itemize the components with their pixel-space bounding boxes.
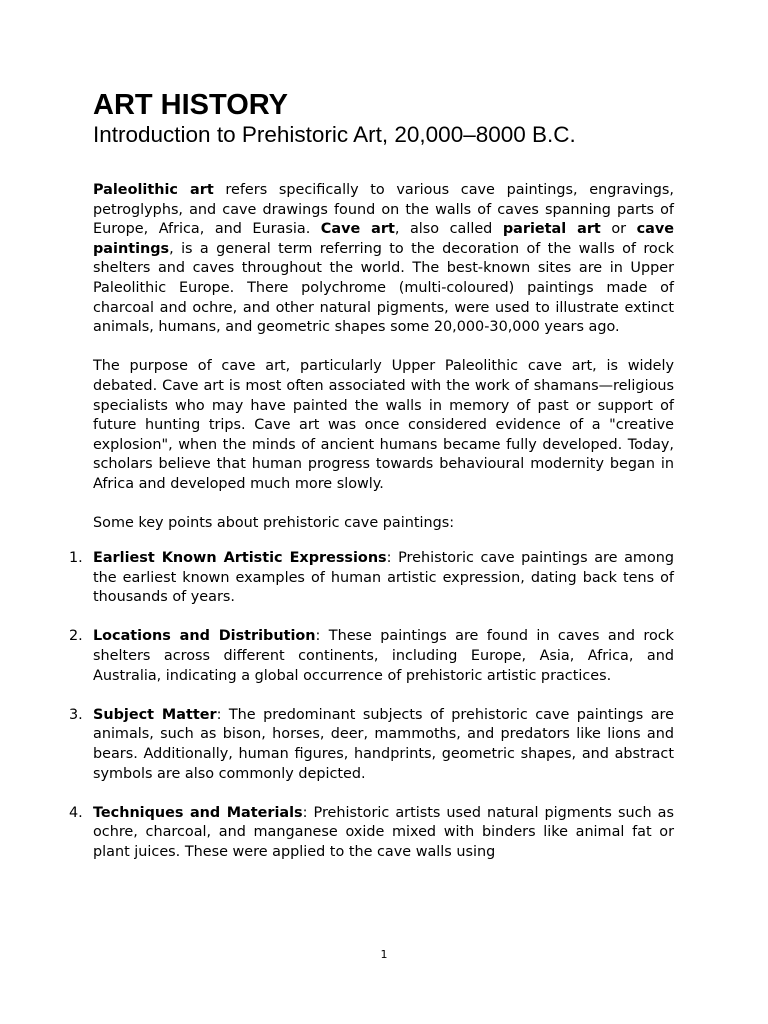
list-item-text: : These paintings are found in caves and rock shelters across different continents, including Europe, Asia, Africa, and Australia, indicating a global occurrence of prehistoric artistic practices.	[93, 628, 674, 684]
list-item	[69, 804, 674, 863]
paragraph-text: , also called	[394, 221, 503, 238]
paragraph-paleolithic-art	[93, 181, 674, 338]
list-number: 3.	[69, 706, 83, 723]
list-item-text: : Prehistoric artists used natural pigments such as ochre, charcoal, and manganese oxide mixed with binders like animal fat or plant juices. These were applied to the cave walls using	[93, 804, 674, 860]
document-title: ART HISTORY	[93, 89, 288, 121]
key-points-list	[69, 549, 675, 863]
paragraph-text: or	[600, 221, 637, 238]
list-item	[69, 549, 675, 608]
paragraph-purpose: The purpose of cave art, particularly Upper Paleolithic cave art, is widely debated. Cave art is most often associated with the work of shamans—religious specialists who may have painted the walls in memory of past or support of future hunting trips. Cave art was once considered evidence of a "creative explosion", when the minds of ancient humans became fully developed. Today, scholars believe that human progress towards behavioural modernity began in Africa and developed much more slowly.	[93, 358, 674, 492]
page-number: 1	[380, 948, 388, 961]
key-points-lead-in: Some key points about prehistoric cave paintings:	[93, 515, 455, 532]
term-cave-art: Cave art	[320, 221, 395, 238]
list-item	[69, 706, 674, 784]
list-number: 4.	[69, 804, 83, 821]
paragraph-text: refers specifically to various cave paintings, engravings, petroglyphs, and cave drawings found on the walls of caves spanning parts of Europe, Africa, and Eurasia.	[93, 182, 674, 238]
list-item-heading: Locations and Distribution	[93, 628, 316, 645]
list-number: 1.	[69, 550, 83, 567]
document-body	[69, 181, 675, 882]
list-item-text: : Prehistoric cave paintings are among the earliest known examples of human artistic expression, dating back tens of thousands of years.	[93, 550, 675, 606]
list-item-heading: Earliest Known Artistic Expressions	[93, 550, 387, 567]
term-paleolithic-art: Paleolithic art	[93, 182, 214, 198]
term-parietal-art: parietal art	[502, 221, 601, 238]
document-subtitle: Introduction to Prehistoric Art, 20,000–8000 B.C.	[93, 122, 576, 147]
term-cave-paintings: cave paintings	[93, 221, 674, 257]
list-item	[69, 627, 674, 686]
list-item-heading: Techniques and Materials	[93, 804, 303, 821]
list-number: 2.	[69, 628, 83, 645]
paragraph-text: , is a general term referring to the decoration of the walls of rock shelters and caves throughout the world. The best-known sites are in Upper Paleolithic Europe. There polychrome (multi-coloured) paintings made of charcoal and ochre, and other natural pigments, were used to illustrate extinct animals, humans, and geometric shapes some 20,000-30,000 years ago.	[93, 240, 674, 336]
list-item-text: : The predominant subjects of prehistoric cave paintings are animals, such as bison, horses, deer, mammoths, and predators like lions and bears. Additionally, human figures, handprints, geometric shapes, and abstract symbols are also commonly depicted.	[93, 706, 674, 782]
list-item-heading: Subject Matter	[93, 706, 217, 723]
